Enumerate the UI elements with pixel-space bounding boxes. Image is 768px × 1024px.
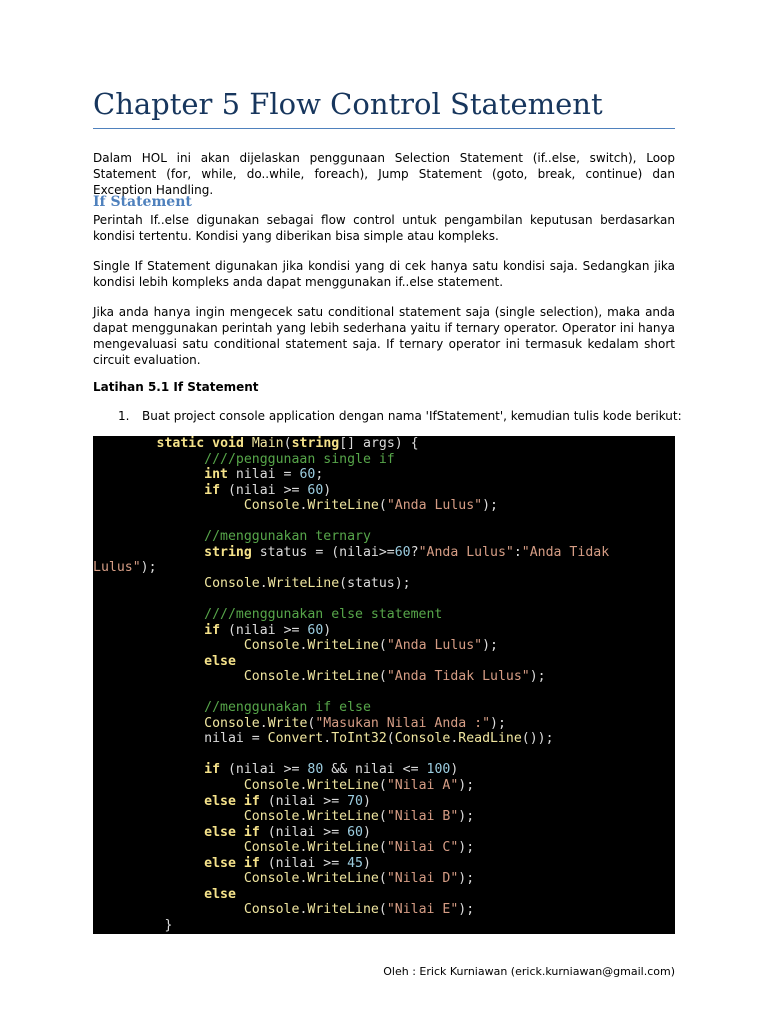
list-item-text: Buat project console application dengan nama 'IfStatement', kemudian tulis kode berikut: (142, 409, 682, 423)
code-text: static void Main(string[] args) { ////penggunaan single if int nilai = 60; if (nilai >= 60) Console.WriteLine("Anda Lulus"); //menggunakan ternary string status = (nilai>=60?"Anda Lulus":"Anda Tidak Lulus"); Console.WriteLine(status); ////menggunakan else statement if (nilai >= 60) Console.WriteLine("Anda Lulus"); else Console.WriteLine("Anda Tidak Lulus"); //menggunakan if else Console.Write("Masukan Nilai Anda :"); nilai = Convert.ToInt32(Console.ReadLine()); if (nilai >= 80 && nilai <= 100) Console.WriteLine("Nilai A"); else if (nilai >= 70) Console.WriteLine("Nilai B"); else if (nilai >= 60) Console.WriteLine("Nilai C"); else if (nilai >= 45) Console.WriteLine("Nilai D"); else Console.WriteLine("Nilai E"); } (93, 436, 610, 933)
footer-author: Oleh : Erick Kurniawan (erick.kurniawan@gmail.com) (383, 965, 675, 978)
paragraph-1: Perintah If..else digunakan sebagai flow control untuk pengambilan keputusan berdasarkan kondisi tertentu. Kondisi yang diberikan bisa simple atau kompleks. (93, 213, 675, 243)
intro-paragraph: Dalam HOL ini akan dijelaskan penggunaan Selection Statement (if..else, switch), Loop Statement (for, while, do..while, foreach), Jump Statement (goto, break, continue) dan Exception Handling. (93, 151, 675, 197)
page-title: Chapter 5 Flow Control Statement (93, 86, 675, 129)
paragraph-3: Jika anda hanya ingin mengecek satu conditional statement saja (single selection), maka anda dapat menggunakan perintah yang lebih sederhana yaitu if ternary operator. Operator ini hanya mengevaluasi satu conditional statement saja. If ternary operator ini termasuk kedalam short circuit evaluation. (93, 305, 675, 367)
section-heading: If Statement (93, 194, 192, 210)
list-item-number: 1. (118, 409, 130, 423)
latihan-heading: Latihan 5.1 If Statement (93, 380, 259, 394)
paragraph-2: Single If Statement digunakan jika kondisi yang di cek hanya satu kondisi saja. Sedangkan jika kondisi lebih kompleks anda dapat menggunakan if..else statement. (93, 259, 675, 289)
code-block (93, 436, 675, 934)
